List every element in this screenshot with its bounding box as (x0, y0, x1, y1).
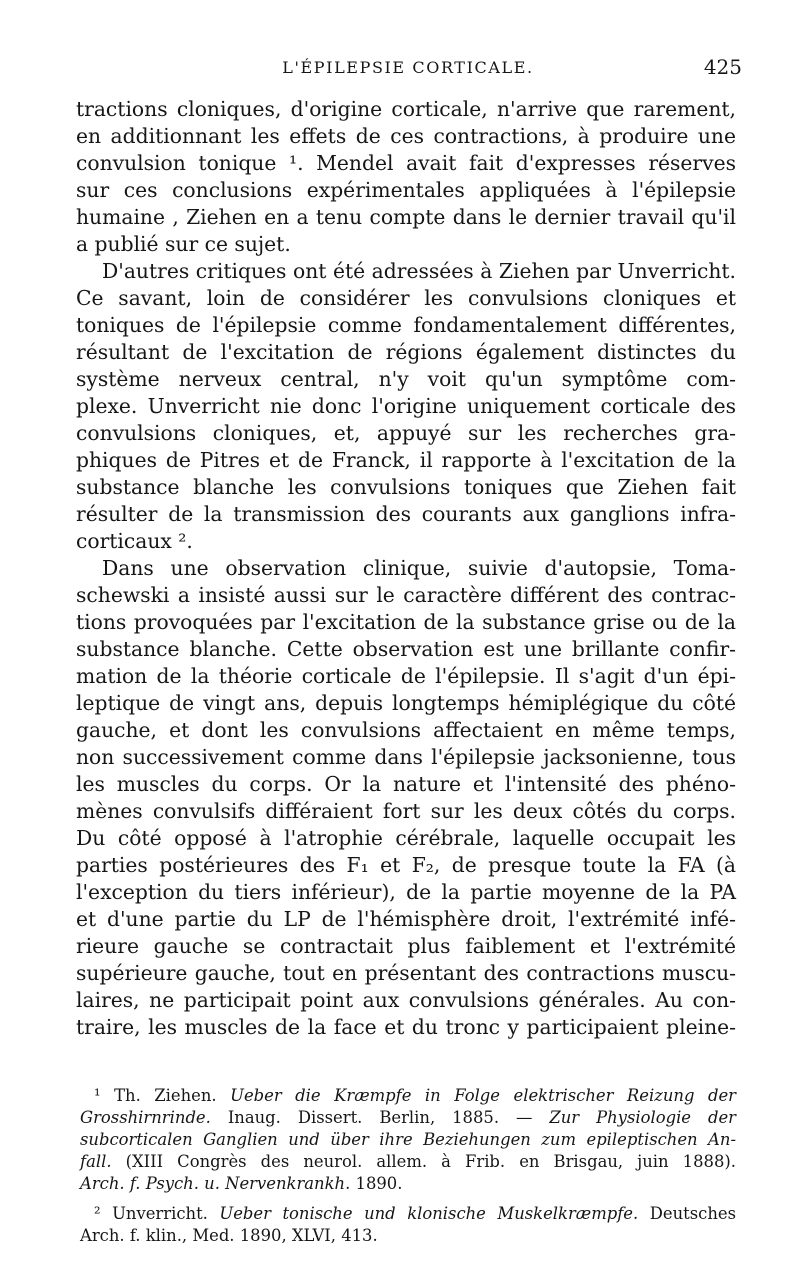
text-line: convulsion tonique ¹. Mendel avait fait d'expresses réserves (76, 151, 736, 175)
text-line: traire, les muscles de la face et du tronc y participaient pleine- (76, 1015, 736, 1039)
italic-title: Zur Physiologie der (549, 1108, 736, 1127)
footnote-text: (XIII Congrès des neurol. allem. à Frib. en Brisgau, juin 1888). (111, 1152, 736, 1171)
text-line: phiques de Pitres et de Franck, il rapporte à l'excitation de la (76, 448, 736, 472)
text-line: mation de la théorie corticale de l'épilepsie. Il s'agit d'un épi- (76, 664, 736, 688)
text-line: D'autres critiques ont été adressées à Ziehen par Unverricht. (102, 259, 736, 283)
italic-title: subcorticalen Ganglien und über ihre Beziehungen zum epileptischen An- (80, 1130, 736, 1149)
text-line: résultant de l'excitation de régions également distinctes du (76, 340, 736, 364)
text-line: tractions cloniques, d'origine corticale, n'arrive que rarement, (76, 97, 736, 121)
text-line: substance blanche les convulsions toniques que Ziehen fait (76, 475, 736, 499)
text-line: et d'une partie du LP de l'hémisphère droit, l'extrémité infé- (76, 907, 736, 931)
body-text (76, 96, 736, 1041)
footnote-line (80, 1107, 736, 1129)
text-line: supérieure gauche, tout en présentant des contractions muscu- (76, 961, 736, 985)
text-line: gauche, et dont les convulsions affectaient en même temps, (76, 718, 736, 742)
text-line: l'exception du tiers inférieur), de la partie moyenne de la PA (76, 880, 736, 904)
footnote-text: ¹ Th. Ziehen. (94, 1086, 231, 1105)
text-line: en additionnant les effets de ces contractions, à produire une (76, 124, 736, 148)
footnote-text: Deutsches (638, 1204, 736, 1223)
text-line: convulsions cloniques, et, appuyé sur les recherches gra- (76, 421, 736, 445)
footnote-text: Arch. f. klin., Med. 1890, XLVI, 413. (80, 1226, 378, 1245)
text-line: toniques de l'épilepsie comme fondamentalement différentes, (76, 313, 736, 337)
running-head: L'ÉPILEPSIE CORTICALE. (282, 58, 534, 77)
text-line: parties postérieures des F₁ et F₂, de presque toute la FA (à (76, 853, 736, 877)
text-line: plexe. Unverricht nie donc l'origine uniquement corticale des (76, 394, 736, 418)
footnote-line (80, 1151, 736, 1173)
text-line: laires, ne participait point aux convulsions générales. Au con- (76, 988, 736, 1012)
footnote-line (80, 1085, 736, 1107)
text-line: leptique de vingt ans, depuis longtemps hémiplégique du côté (76, 691, 736, 715)
text-line: système nerveux central, n'y voit qu'un symptôme com- (76, 367, 736, 391)
text-line: substance blanche. Cette observation est une brillante confir- (76, 637, 736, 661)
footnote-line (80, 1225, 736, 1247)
page-number: 425 (703, 55, 742, 79)
footnotes (80, 1085, 736, 1247)
italic-title: Arch. f. Psych. u. Nervenkrankh. (80, 1174, 351, 1193)
italic-title: Ueber tonische und klonische Muskelkræmpfe. (219, 1204, 639, 1223)
text-line: tions provoquées par l'excitation de la substance grise ou de la (76, 610, 736, 634)
text-line: Du côté opposé à l'atrophie cérébrale, laquelle occupait les (76, 826, 736, 850)
footnote-line (80, 1173, 736, 1195)
italic-title: Ueber die Kræmpfe in Folge elektrischer Reizung der (230, 1086, 736, 1105)
italic-title: Grosshirnrinde. (80, 1108, 211, 1127)
text-line: mènes convulsifs différaient fort sur les deux côtés du corps. (76, 799, 736, 823)
footnote-text: 1890. (350, 1174, 403, 1193)
footnote-line (80, 1129, 736, 1151)
italic-title: fall. (80, 1152, 112, 1171)
text-line: les muscles du corps. Or la nature et l'intensité des phéno- (76, 772, 736, 796)
footnote-text: Inaug. Dissert. Berlin, 1885. — (210, 1108, 550, 1127)
text-line: humaine , Ziehen en a tenu compte dans le dernier travail qu'il (76, 205, 736, 229)
text-line: non successivement comme dans l'épilepsie jacksonienne, tous (76, 745, 736, 769)
text-line: résulter de la transmission des courants aux ganglions infra- (76, 502, 736, 526)
text-line: corticaux ². (76, 529, 193, 553)
text-line: Ce savant, loin de considérer les convulsions cloniques et (76, 286, 736, 310)
page-header (74, 55, 742, 81)
footnote (80, 1203, 736, 1247)
text-line: Dans une observation clinique, suivie d'autopsie, Toma- (102, 556, 736, 580)
text-line: a publié sur ce sujet. (76, 232, 291, 256)
footnote (80, 1085, 736, 1195)
footnote-text: ² Unverricht. (94, 1204, 220, 1223)
footnote-line (80, 1203, 736, 1225)
text-line: sur ces conclusions expérimentales appliquées à l'épilepsie (76, 178, 736, 202)
text-line: schewski a insisté aussi sur le caractère différent des contrac- (76, 583, 736, 607)
text-line: rieure gauche se contractait plus faiblement et l'extrémité (76, 934, 736, 958)
